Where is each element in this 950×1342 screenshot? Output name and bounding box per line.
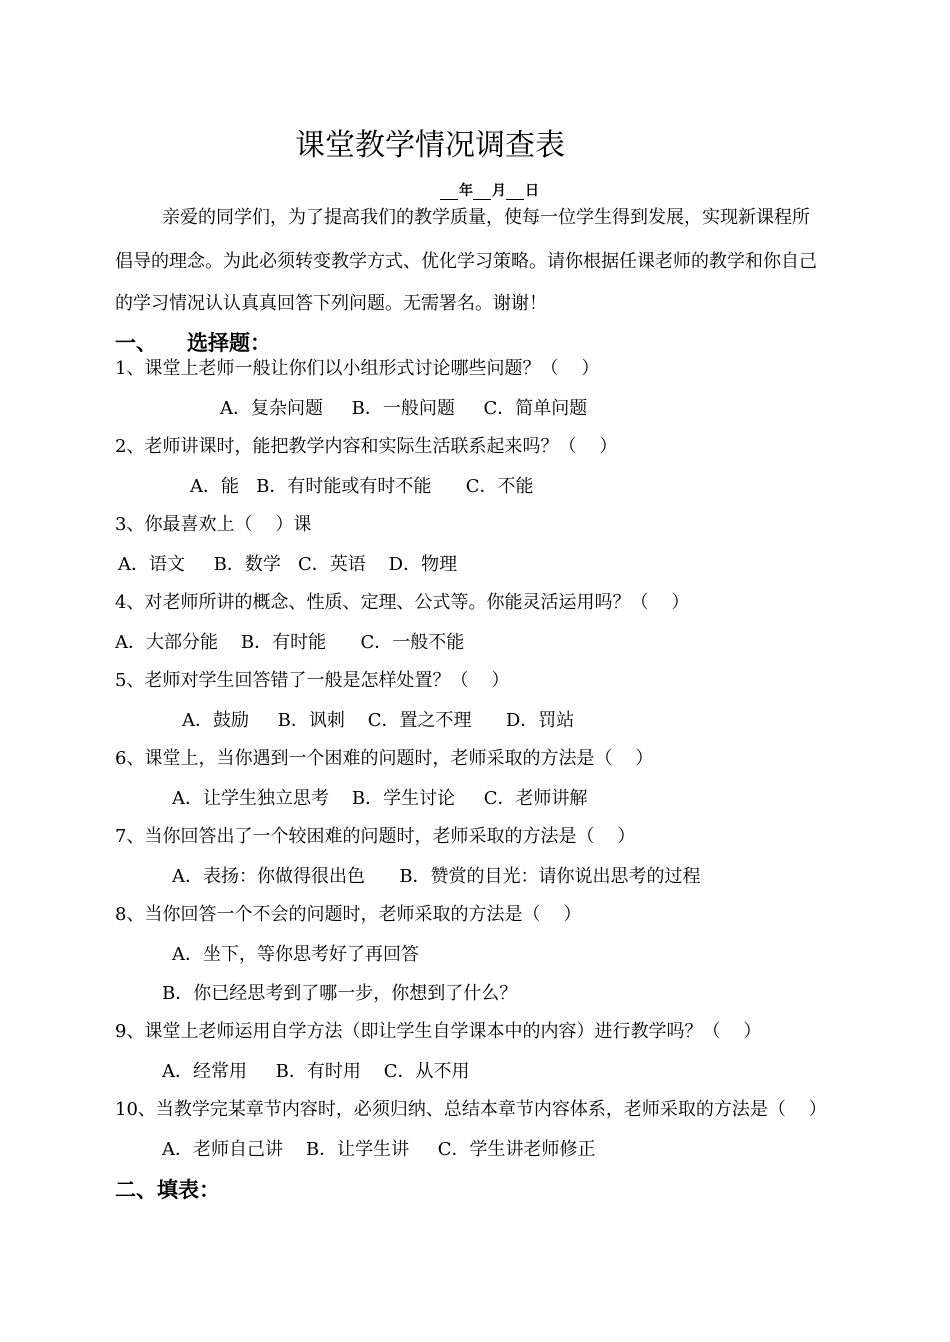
- question-4-options: A．大部分能 B．有时能 C．一般不能: [115, 632, 465, 653]
- question-10-options: A．老师自己讲 B．让学生讲 C．学生讲老师修正: [162, 1139, 596, 1160]
- intro-line-1: 亲爱的同学们，为了提高我们的教学质量，使每一位学生得到发展，实现新课程所: [162, 207, 810, 228]
- section-2-heading: 二、填表：: [115, 1178, 220, 1202]
- question-5: 5、老师对学生回答错了一般是怎样处置？（ ）: [115, 670, 510, 691]
- question-1-options: A．复杂问题 B．一般问题 C．简单问题: [220, 398, 588, 419]
- month-label: 月: [492, 183, 506, 199]
- page-title: 课堂教学情况调查表: [295, 128, 565, 163]
- year-label: 年: [459, 183, 473, 199]
- question-2-options: A．能 B．有时能或有时不能 C．不能: [190, 476, 534, 497]
- question-2: 2、老师讲课时，能把教学内容和实际生活联系起来吗？（ ）: [115, 436, 618, 457]
- question-5-options: A．鼓励 B．讽刺 C．置之不理 D．罚站: [182, 710, 575, 731]
- question-7-options: A．表扬：你做得很出色 B．赞赏的目光：请你说出思考的过程: [172, 866, 701, 887]
- section-1-number: 一、: [115, 331, 157, 355]
- question-8-option-b: B．你已经思考到了哪一步，你想到了什么？: [162, 983, 518, 1004]
- month-blank: [473, 185, 491, 200]
- question-6: 6、课堂上，当你遇到一个困难的问题时，老师采取的方法是（ ）: [115, 748, 654, 769]
- intro-line-3: 的学习情况认认真真回答下列问题。无需署名。谢谢！: [115, 293, 547, 314]
- question-8-option-a: A．坐下，等你思考好了再回答: [172, 944, 419, 965]
- intro-line-2: 倡导的理念。为此必须转变教学方式、优化学习策略。请你根据任课老师的教学和你自己: [115, 251, 817, 272]
- question-1: 1、课堂上老师一般让你们以小组形式讨论哪些问题？（ ）: [115, 358, 600, 379]
- question-10: 10、当教学完某章节内容时，必须归纳、总结本章节内容体系，老师采取的方法是（ ）: [115, 1099, 827, 1120]
- section-1-label: 选择题：: [187, 331, 271, 355]
- day-label: 日: [525, 183, 539, 199]
- question-6-options: A．让学生独立思考 B．学生讨论 C．老师讲解: [172, 788, 588, 809]
- section-1-heading: [115, 331, 271, 355]
- day-blank: [506, 185, 524, 200]
- question-3-options: A．语文 B．数学 C．英语 D．物理: [118, 554, 458, 575]
- question-9-options: A．经常用 B．有时用 C．从不用: [162, 1061, 470, 1082]
- question-3: 3、你最喜欢上（ ）课: [115, 514, 312, 535]
- question-4: 4、对老师所讲的概念、性质、定理、公式等。你能灵活运用吗？（ ）: [115, 592, 690, 613]
- date-line: [440, 182, 539, 200]
- question-7: 7、当你回答出了一个较困难的问题时，老师采取的方法是（ ）: [115, 826, 636, 847]
- question-8: 8、当你回答一个不会的问题时，老师采取的方法是（ ）: [115, 904, 582, 925]
- year-blank: [440, 185, 458, 200]
- question-9: 9、课堂上老师运用自学方法（即让学生自学课本中的内容）进行教学吗？（ ）: [115, 1021, 762, 1042]
